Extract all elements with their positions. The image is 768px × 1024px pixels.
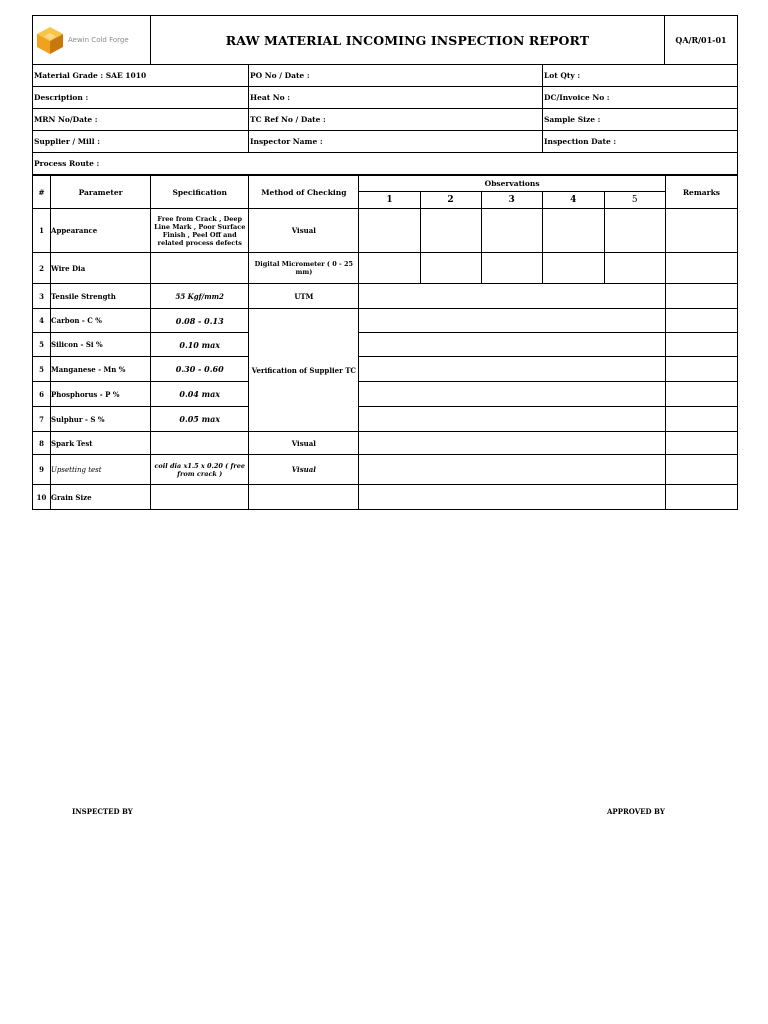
supplier-field[interactable]: Supplier / Mill : (33, 131, 249, 152)
row-specification (151, 485, 249, 510)
row-parameter: Silicon - Si % (51, 333, 151, 357)
inspection-table (32, 175, 738, 510)
info-block (32, 65, 738, 175)
lot-qty-field[interactable]: Lot Qty : (544, 71, 581, 80)
row-method (249, 485, 359, 510)
row-method: Verification of Supplier TC (249, 309, 359, 432)
row-parameter: Tensile Strength (51, 284, 151, 309)
observation-cell[interactable] (542, 209, 604, 253)
row-specification: 0.30 - 0.60 (151, 357, 249, 382)
table-row (33, 209, 738, 253)
mrn-field[interactable]: MRN No/Date : (33, 109, 249, 130)
info-row (33, 87, 737, 109)
table-row (33, 333, 738, 357)
row-method: Digital Micrometer ( 0 - 25 mm) (249, 253, 359, 284)
row-specification: coil dia x1.5 x 0.20 ( free from crack ) (151, 455, 249, 485)
row-specification: Free from Crack , Deep Line Mark , Poor Surface Finish , Peel Off and related process defects (151, 209, 249, 253)
observation-cell[interactable] (359, 485, 665, 510)
remarks-cell[interactable] (665, 455, 737, 485)
info-row (33, 131, 737, 153)
row-method: Visual (249, 432, 359, 455)
row-specification: 0.04 max (151, 382, 249, 407)
remarks-cell[interactable] (665, 382, 737, 407)
row-parameter: Wire Dia (51, 253, 151, 284)
table-row (33, 432, 738, 455)
observation-cell[interactable] (359, 284, 665, 309)
row-num: 4 (33, 309, 51, 333)
company-logo (33, 16, 151, 64)
row-method: Visual (249, 209, 359, 253)
observation-cell[interactable] (420, 253, 481, 284)
row-specification: 0.08 - 0.13 (151, 309, 249, 333)
row-num: 8 (33, 432, 51, 455)
obs-header-4: 4 (542, 192, 604, 209)
table-row (33, 455, 738, 485)
inspection-date-field[interactable]: Inspection Date : (544, 137, 617, 146)
logo-text: Aewin Cold Forge (68, 36, 129, 44)
sample-size-field[interactable]: Sample Size : (544, 115, 601, 124)
row-specification: 55 Kgf/mm2 (151, 284, 249, 309)
obs-header-2: 2 (420, 192, 481, 209)
tc-ref-field[interactable]: TC Ref No / Date : (249, 109, 543, 130)
row-specification: 0.10 max (151, 333, 249, 357)
observation-cell[interactable] (542, 253, 604, 284)
observation-cell[interactable] (604, 209, 665, 253)
description-field[interactable]: Description : (33, 87, 249, 108)
table-row (33, 253, 738, 284)
row-specification: 0.05 max (151, 407, 249, 432)
remarks-cell[interactable] (665, 253, 737, 284)
col-header-remarks: Remarks (665, 176, 737, 209)
table-row (33, 407, 738, 432)
obs-header-3: 3 (481, 192, 542, 209)
observation-cell[interactable] (604, 253, 665, 284)
col-header-observations: Observations (359, 176, 665, 192)
row-num: 10 (33, 485, 51, 510)
row-num: 1 (33, 209, 51, 253)
table-row (33, 382, 738, 407)
observation-cell[interactable] (359, 357, 665, 382)
remarks-cell[interactable] (665, 209, 737, 253)
po-field[interactable]: PO No / Date : (249, 65, 543, 86)
remarks-cell[interactable] (665, 333, 737, 357)
col-header-method: Method of Checking (249, 176, 359, 209)
remarks-cell[interactable] (665, 407, 737, 432)
info-row (33, 65, 737, 87)
col-header-specification: Specification (151, 176, 249, 209)
row-parameter: Carbon - C % (51, 309, 151, 333)
row-parameter: Phosphorus - P % (51, 382, 151, 407)
table-row (33, 357, 738, 382)
process-route-field[interactable]: Process Route : (34, 159, 100, 168)
col-header-num: # (33, 176, 51, 209)
approved-by-label: APPROVED BY (607, 807, 665, 816)
inspection-report (32, 15, 738, 510)
heat-no-field[interactable]: Heat No : (249, 87, 543, 108)
obs-header-5: 5 (604, 192, 665, 209)
cube-logo-icon (35, 25, 65, 55)
row-num: 5 (33, 357, 51, 382)
info-row (33, 153, 737, 175)
remarks-cell[interactable] (665, 485, 737, 510)
dc-invoice-field[interactable]: DC/Invoice No : (544, 93, 610, 102)
remarks-cell[interactable] (665, 284, 737, 309)
row-parameter: Manganese - Mn % (51, 357, 151, 382)
row-specification (151, 432, 249, 455)
row-num: 9 (33, 455, 51, 485)
observation-cell[interactable] (359, 407, 665, 432)
row-num: 2 (33, 253, 51, 284)
row-parameter: Spark Test (51, 432, 151, 455)
observation-cell[interactable] (359, 382, 665, 407)
row-num: 3 (33, 284, 51, 309)
observation-cell[interactable] (481, 209, 542, 253)
row-parameter: Sulphur - S % (51, 407, 151, 432)
observation-cell[interactable] (359, 455, 665, 485)
table-row (33, 309, 738, 333)
material-grade-field[interactable]: Material Grade : SAE 1010 (33, 65, 249, 86)
inspector-name-field[interactable]: Inspector Name : (249, 131, 543, 152)
observation-cell[interactable] (359, 309, 665, 333)
table-row (33, 284, 738, 309)
inspected-by-label: INSPECTED BY (72, 807, 133, 816)
table-row (33, 485, 738, 510)
row-method: UTM (249, 284, 359, 309)
info-row (33, 109, 737, 131)
col-header-parameter: Parameter (51, 176, 151, 209)
row-specification (151, 253, 249, 284)
remarks-cell[interactable] (665, 432, 737, 455)
row-num: 5 (33, 333, 51, 357)
observation-cell[interactable] (420, 209, 481, 253)
document-code: QA/R/01-01 (675, 35, 727, 45)
observation-cell[interactable] (359, 333, 665, 357)
row-num: 6 (33, 382, 51, 407)
obs-header-1: 1 (359, 192, 420, 209)
observation-cell[interactable] (359, 253, 420, 284)
row-parameter: Appearance (51, 209, 151, 253)
observation-cell[interactable] (359, 209, 420, 253)
report-header (32, 15, 738, 65)
row-parameter: Grain Size (51, 485, 151, 510)
observation-cell[interactable] (481, 253, 542, 284)
row-method: Visual (249, 455, 359, 485)
observation-cell[interactable] (359, 432, 665, 455)
row-parameter: Upsetting test (51, 455, 151, 485)
row-num: 7 (33, 407, 51, 432)
remarks-cell[interactable] (665, 357, 737, 382)
remarks-cell[interactable] (665, 309, 737, 333)
report-title: RAW MATERIAL INCOMING INSPECTION REPORT (151, 16, 665, 64)
